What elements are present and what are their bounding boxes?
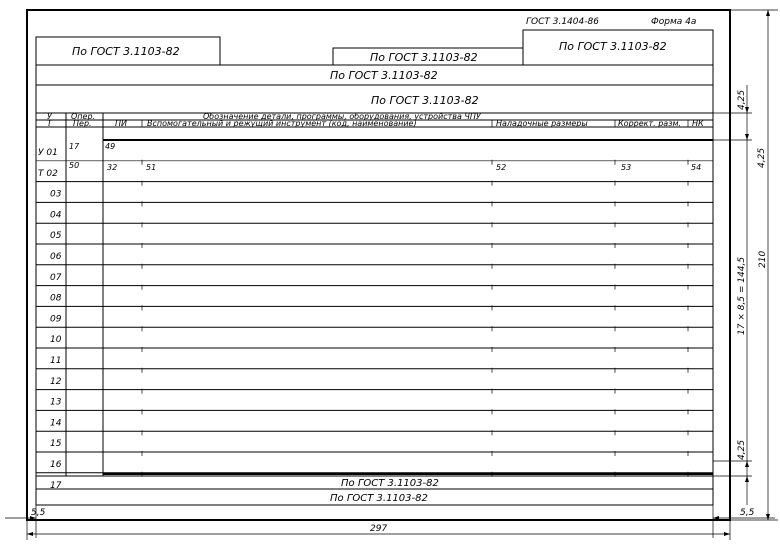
standard-label: ГОСТ 3.1404-86 <box>526 17 599 27</box>
dim-height: 210 <box>758 250 768 268</box>
row-label: 14 <box>50 418 62 429</box>
table-row-lines <box>36 160 713 477</box>
row-label: 17 <box>50 480 62 491</box>
row-label: 04 <box>50 210 62 221</box>
ref-r2-per: 50 <box>69 161 80 170</box>
header-col-correct: Коррект. разм. <box>618 119 682 128</box>
row-label: 07 <box>50 272 62 283</box>
form-label: Форма 4а <box>651 17 697 27</box>
title-box-right-text: По ГОСТ 3.1103-82 <box>559 40 667 53</box>
ref-r2-correct: 53 <box>621 163 632 172</box>
header-col-setup: Наладочные размеры <box>496 119 588 128</box>
header-col-tool: Вспомогательный и режущий инструмент (код, наименование) <box>147 119 417 128</box>
row-label: 16 <box>50 460 62 470</box>
dim-top-band: 4,25 <box>737 89 747 110</box>
footer-row-2-text: По ГОСТ 3.1103-82 <box>330 493 428 504</box>
title-box-left-text: По ГОСТ 3.1103-82 <box>72 45 180 58</box>
row-label: Т 02 <box>38 168 58 179</box>
title-row-2-text: По ГОСТ 3.1103-82 <box>371 94 479 107</box>
header-col-pi: ПИ <box>115 119 127 128</box>
row-label: 13 <box>50 397 62 408</box>
dim-right-margin: 5,5 <box>740 508 755 518</box>
dim-bottom-band: 4,25 <box>737 439 747 460</box>
row-label: 06 <box>50 252 62 262</box>
ref-r2-nk: 54 <box>691 163 702 172</box>
header-description: Обозначение детали, программы, оборудования, устройства ЧПУ <box>203 112 481 121</box>
dim-width: 297 <box>370 524 388 534</box>
row-label: 11 <box>50 356 62 366</box>
title-row-1-text: По ГОСТ 3.1103-82 <box>330 69 438 82</box>
row-label: 10 <box>50 335 62 346</box>
dim-header-band: 4,25 <box>757 147 767 168</box>
header-col-t: Т <box>47 119 52 128</box>
row-label: 05 <box>50 231 62 242</box>
title-box-middle-text: По ГОСТ 3.1103-82 <box>370 51 478 64</box>
header-col-nk: НК <box>692 119 704 128</box>
main-table <box>36 113 713 476</box>
header-col-y: У <box>47 112 52 121</box>
ref-r2-setup: 52 <box>496 163 507 172</box>
row-label: 09 <box>50 314 62 325</box>
ref-r1-desc: 49 <box>105 142 116 151</box>
row-label: 03 <box>50 189 62 200</box>
ref-r2-pi: 32 <box>107 163 118 172</box>
table-row-labels <box>38 148 62 491</box>
ref-r1-oper: 17 <box>69 142 80 151</box>
header-col-oper: Опер. <box>71 112 96 121</box>
footer-row-1-text: По ГОСТ 3.1103-82 <box>341 478 439 489</box>
dim-rows: 17 × 8,5 = 144,5 <box>737 256 747 335</box>
row-label: 15 <box>50 439 62 450</box>
row-label: 12 <box>50 376 62 387</box>
row-label: 08 <box>50 293 62 304</box>
dim-left-margin: 5,5 <box>31 508 46 518</box>
header-col-per: Пер. <box>73 119 92 128</box>
row-label: У 01 <box>38 148 58 158</box>
ref-r2-tool: 51 <box>146 163 157 172</box>
